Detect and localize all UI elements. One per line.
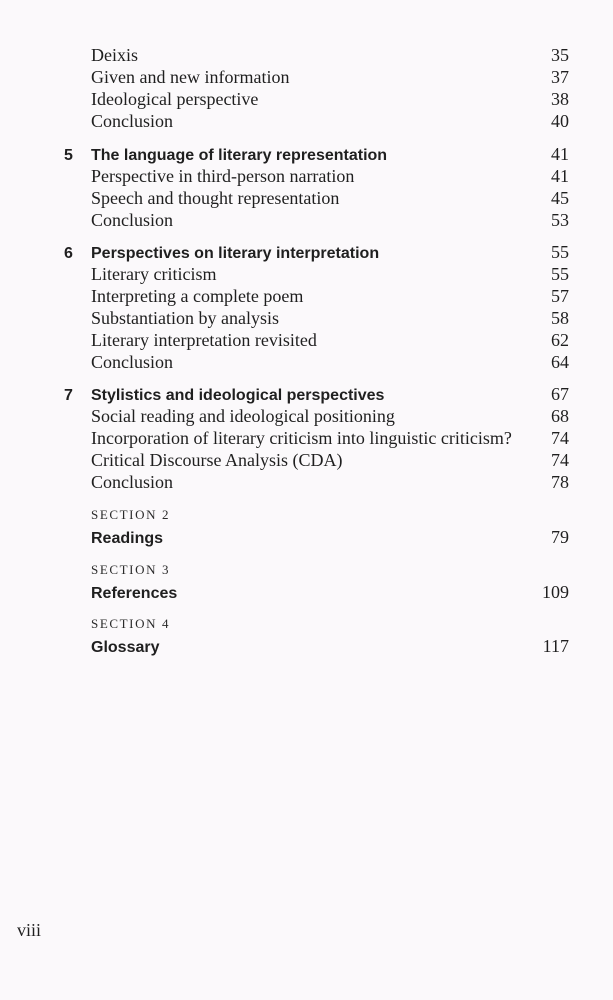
entry-title: Ideological perspective <box>91 89 259 109</box>
chapter-heading <box>64 383 569 407</box>
toc-entry <box>91 427 569 449</box>
entry-title: Given and new information <box>91 67 290 87</box>
section-page: 117 <box>542 636 569 656</box>
toc-entry <box>91 449 569 471</box>
entry-title: Substantiation by analysis <box>91 308 279 328</box>
chapter-heading <box>64 143 569 167</box>
entry-page: 35 <box>551 45 569 65</box>
entry-title: Speech and thought representation <box>91 188 340 208</box>
entry-title: Interpreting a complete poem <box>91 286 304 306</box>
entry-page: 38 <box>551 89 569 109</box>
chapter-page: 55 <box>551 242 569 262</box>
toc-entry <box>91 307 569 329</box>
entry-title: Deixis <box>91 45 138 65</box>
toc-entry <box>91 209 569 231</box>
entry-page: 37 <box>551 67 569 87</box>
chapter-heading <box>64 241 569 265</box>
chapter-title: Perspectives on literary interpretation <box>91 245 380 262</box>
entry-title: Critical Discourse Analysis (CDA) <box>91 450 343 470</box>
section-title: Glossary <box>91 639 160 656</box>
entry-title: Conclusion <box>91 210 174 230</box>
toc-entry <box>91 44 569 66</box>
toc-entry <box>91 165 569 187</box>
section-label: SECTION 2 <box>91 507 171 522</box>
entry-page: 68 <box>551 406 569 426</box>
entry-page: 64 <box>551 352 569 372</box>
chapter-number: 7 <box>64 387 73 404</box>
entry-page: 62 <box>551 330 569 350</box>
toc-entry <box>91 285 569 307</box>
toc-entry <box>91 110 569 132</box>
entry-page: 78 <box>551 472 569 492</box>
entry-page: 74 <box>551 450 569 470</box>
toc-entry <box>91 263 569 285</box>
toc-entry <box>91 187 569 209</box>
section-heading <box>91 635 569 659</box>
section-page: 109 <box>542 582 569 602</box>
entry-page: 40 <box>551 111 569 131</box>
entry-title: Conclusion <box>91 352 174 372</box>
section-label: SECTION 3 <box>91 562 171 577</box>
entry-title: Conclusion <box>91 111 174 131</box>
toc-entry <box>91 329 569 351</box>
toc-entry <box>91 471 569 493</box>
entry-page: 41 <box>551 166 569 186</box>
chapter-number: 5 <box>64 147 73 164</box>
page-folio: viii <box>17 920 42 940</box>
chapter-title: The language of literary representation <box>91 147 388 164</box>
entry-page: 58 <box>551 308 569 328</box>
section-page: 79 <box>551 527 569 547</box>
entry-title: Perspective in third-person narration <box>91 166 355 186</box>
section-heading <box>91 581 569 605</box>
chapter-page: 41 <box>551 144 569 164</box>
section-title: Readings <box>91 530 164 547</box>
entry-title: Conclusion <box>91 472 174 492</box>
section-label: SECTION 4 <box>91 616 171 631</box>
section-title: References <box>91 585 178 602</box>
chapter-page: 67 <box>551 384 569 404</box>
entry-title: Literary criticism <box>91 264 217 284</box>
entry-title: Literary interpretation revisited <box>91 330 317 350</box>
entry-page: 53 <box>551 210 569 230</box>
entry-title: Incorporation of literary criticism into linguistic criticism? <box>91 428 512 448</box>
entry-title: Social reading and ideological positioning <box>91 406 395 426</box>
toc-entry <box>91 66 569 88</box>
toc-entry <box>91 88 569 110</box>
entry-page: 55 <box>551 264 569 284</box>
entry-page: 57 <box>551 286 569 306</box>
toc-entry <box>91 351 569 373</box>
toc-entry <box>91 405 569 427</box>
entry-page: 45 <box>551 188 569 208</box>
chapter-number: 6 <box>64 245 73 262</box>
chapter-title: Stylistics and ideological perspectives <box>91 387 385 404</box>
entry-page: 74 <box>551 428 569 448</box>
section-heading <box>91 526 569 550</box>
